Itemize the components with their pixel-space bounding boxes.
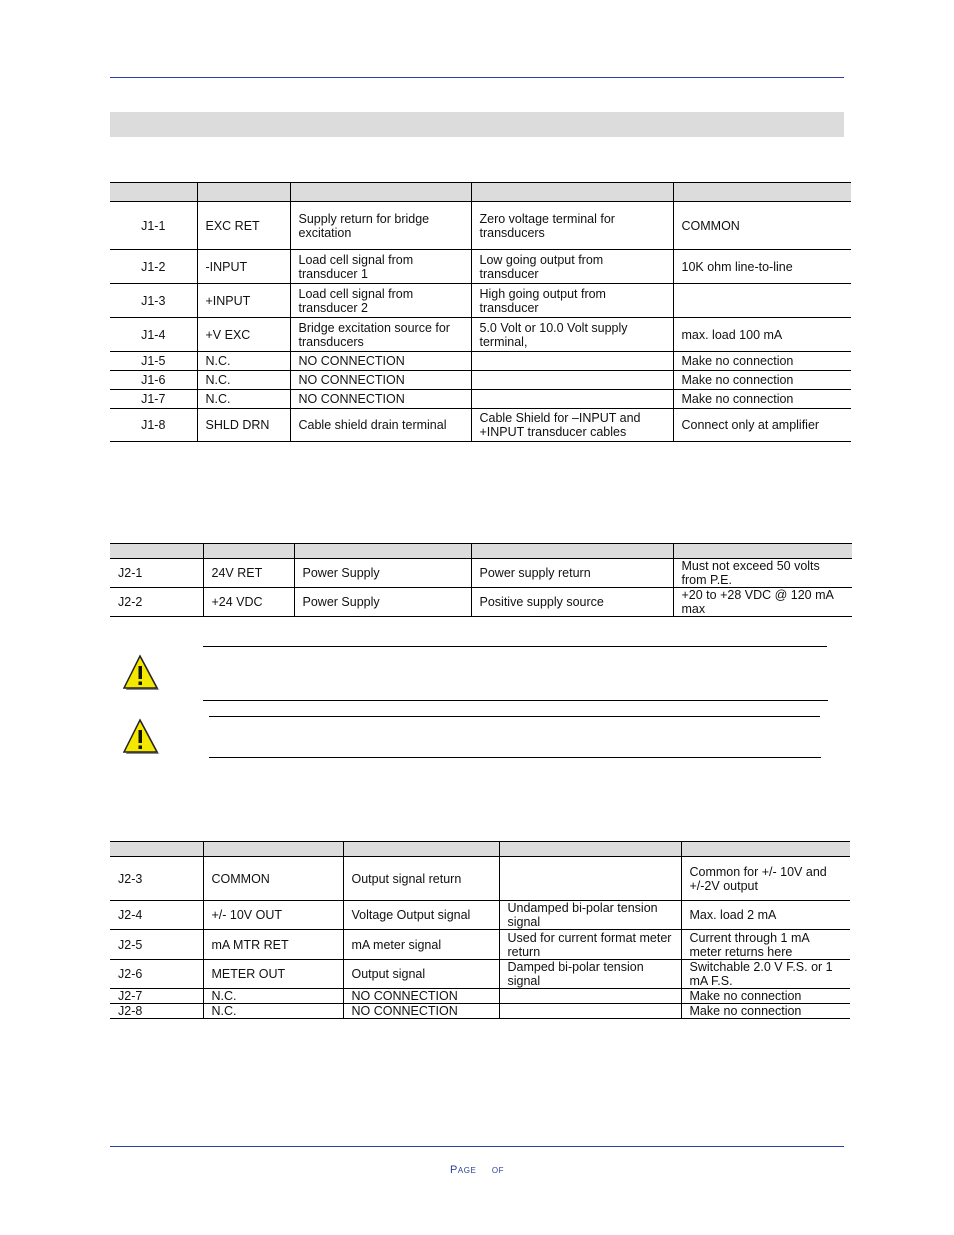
table-cell: Load cell signal from transducer 1	[290, 250, 471, 284]
table-cell: Must not exceed 50 volts from P.E.	[673, 559, 852, 588]
table-cell: Voltage Output signal	[343, 901, 499, 930]
table-cell: N.C.	[197, 371, 290, 390]
table-cell: +20 to +28 VDC @ 120 mA max	[673, 588, 852, 617]
j1-pin-table	[110, 182, 851, 442]
table-cell: mA meter signal	[343, 930, 499, 960]
table-cell: N.C.	[197, 390, 290, 409]
table-cell	[471, 352, 673, 371]
table-cell: N.C.	[203, 1004, 343, 1019]
footer-rule	[110, 1146, 844, 1147]
table-cell: J2-2	[110, 588, 203, 617]
table-cell: J2-1	[110, 559, 203, 588]
table-cell: COMMON	[673, 202, 851, 250]
table-cell: COMMON	[203, 857, 343, 901]
j2-power-table	[110, 543, 852, 617]
j2-output-table	[110, 841, 850, 1019]
table-row	[110, 318, 851, 352]
table-cell: Power supply return	[471, 559, 673, 588]
table-cell: Common for +/- 10V and +/-2V output	[681, 857, 850, 901]
table-header-row	[110, 544, 852, 559]
table-row	[110, 930, 850, 960]
table-cell: J2-6	[110, 960, 203, 989]
warning-rule	[203, 700, 828, 701]
table-row	[110, 989, 850, 1004]
table-cell: J2-7	[110, 989, 203, 1004]
table-cell: +24 VDC	[203, 588, 294, 617]
warning-triangle-icon	[121, 718, 161, 763]
table-header-row	[110, 842, 850, 857]
table-cell: 24V RET	[203, 559, 294, 588]
table-cell: +INPUT	[197, 284, 290, 318]
table-row	[110, 857, 850, 901]
warning-rule	[209, 716, 820, 717]
table-cell: Supply return for bridge excitation	[290, 202, 471, 250]
table-row	[110, 202, 851, 250]
table-cell: J1-1	[110, 202, 197, 250]
table-row	[110, 250, 851, 284]
table-cell: High going output from transducer	[471, 284, 673, 318]
table-cell: Undamped bi-polar tension signal	[499, 901, 681, 930]
table-cell: Bridge excitation source for transducers	[290, 318, 471, 352]
table-cell: +/- 10V OUT	[203, 901, 343, 930]
table-cell: EXC RET	[197, 202, 290, 250]
table-cell: Make no connection	[681, 989, 850, 1004]
table-cell: max. load 100 mA	[673, 318, 851, 352]
table-cell	[471, 390, 673, 409]
table-cell: Max. load 2 mA	[681, 901, 850, 930]
table-cell: 10K ohm line-to-line	[673, 250, 851, 284]
table-cell: Used for current format meter return	[499, 930, 681, 960]
table-row	[110, 371, 851, 390]
header-rule	[110, 77, 844, 78]
table-cell: Low going output from transducer	[471, 250, 673, 284]
table-cell: J1-8	[110, 409, 197, 442]
table-cell: N.C.	[197, 352, 290, 371]
table-cell: Switchable 2.0 V F.S. or 1 mA F.S.	[681, 960, 850, 989]
table-row	[110, 390, 851, 409]
table-cell: J2-3	[110, 857, 203, 901]
table-cell: NO CONNECTION	[290, 352, 471, 371]
table-cell: Power Supply	[294, 559, 471, 588]
table-cell: J2-4	[110, 901, 203, 930]
table-cell: NO CONNECTION	[290, 371, 471, 390]
table-cell	[471, 371, 673, 390]
table-cell: -INPUT	[197, 250, 290, 284]
table-cell: Output signal	[343, 960, 499, 989]
table-cell: NO CONNECTION	[290, 390, 471, 409]
table-cell: Connect only at amplifier	[673, 409, 851, 442]
table-cell: Make no connection	[681, 1004, 850, 1019]
table-cell: J1-6	[110, 371, 197, 390]
page-footer	[0, 1164, 954, 1176]
table-cell: Make no connection	[673, 352, 851, 371]
table-cell: J2-5	[110, 930, 203, 960]
table-cell: NO CONNECTION	[343, 1004, 499, 1019]
table-row	[110, 901, 850, 930]
table-row	[110, 588, 852, 617]
table-header-row	[110, 183, 851, 202]
table-cell: SHLD DRN	[197, 409, 290, 442]
table-cell: J1-7	[110, 390, 197, 409]
table-cell: Make no connection	[673, 371, 851, 390]
table-cell: Make no connection	[673, 390, 851, 409]
table-cell	[499, 857, 681, 901]
table-cell: Load cell signal from transducer 2	[290, 284, 471, 318]
table-cell: mA MTR RET	[203, 930, 343, 960]
table-cell: Positive supply source	[471, 588, 673, 617]
table-cell: N.C.	[203, 989, 343, 1004]
warning-rule	[203, 646, 827, 647]
table-cell: J1-3	[110, 284, 197, 318]
table-cell: J1-5	[110, 352, 197, 371]
table-row	[110, 559, 852, 588]
table-cell: Power Supply	[294, 588, 471, 617]
table-cell: J1-2	[110, 250, 197, 284]
table-row	[110, 409, 851, 442]
table-cell: Damped bi-polar tension signal	[499, 960, 681, 989]
table-cell: Cable Shield for –INPUT and +INPUT transducer cables	[471, 409, 673, 442]
warning-triangle-icon	[121, 654, 161, 699]
table-row	[110, 352, 851, 371]
table-cell: Current through 1 mA meter returns here	[681, 930, 850, 960]
table-row	[110, 1004, 850, 1019]
table-cell: +V EXC	[197, 318, 290, 352]
table-cell: 5.0 Volt or 10.0 Volt supply terminal,	[471, 318, 673, 352]
table-cell	[499, 989, 681, 1004]
table-cell: Zero voltage terminal for transducers	[471, 202, 673, 250]
table-row	[110, 960, 850, 989]
table-cell: Output signal return	[343, 857, 499, 901]
table-cell: J1-4	[110, 318, 197, 352]
section-heading-band	[110, 112, 844, 137]
table-cell	[673, 284, 851, 318]
table-cell	[499, 1004, 681, 1019]
of-label: of	[491, 1164, 504, 1176]
page-label: Page	[450, 1164, 477, 1176]
table-cell: NO CONNECTION	[343, 989, 499, 1004]
table-row	[110, 284, 851, 318]
table-cell: J2-8	[110, 1004, 203, 1019]
table-cell: METER OUT	[203, 960, 343, 989]
warning-rule	[209, 757, 821, 758]
table-cell: Cable shield drain terminal	[290, 409, 471, 442]
